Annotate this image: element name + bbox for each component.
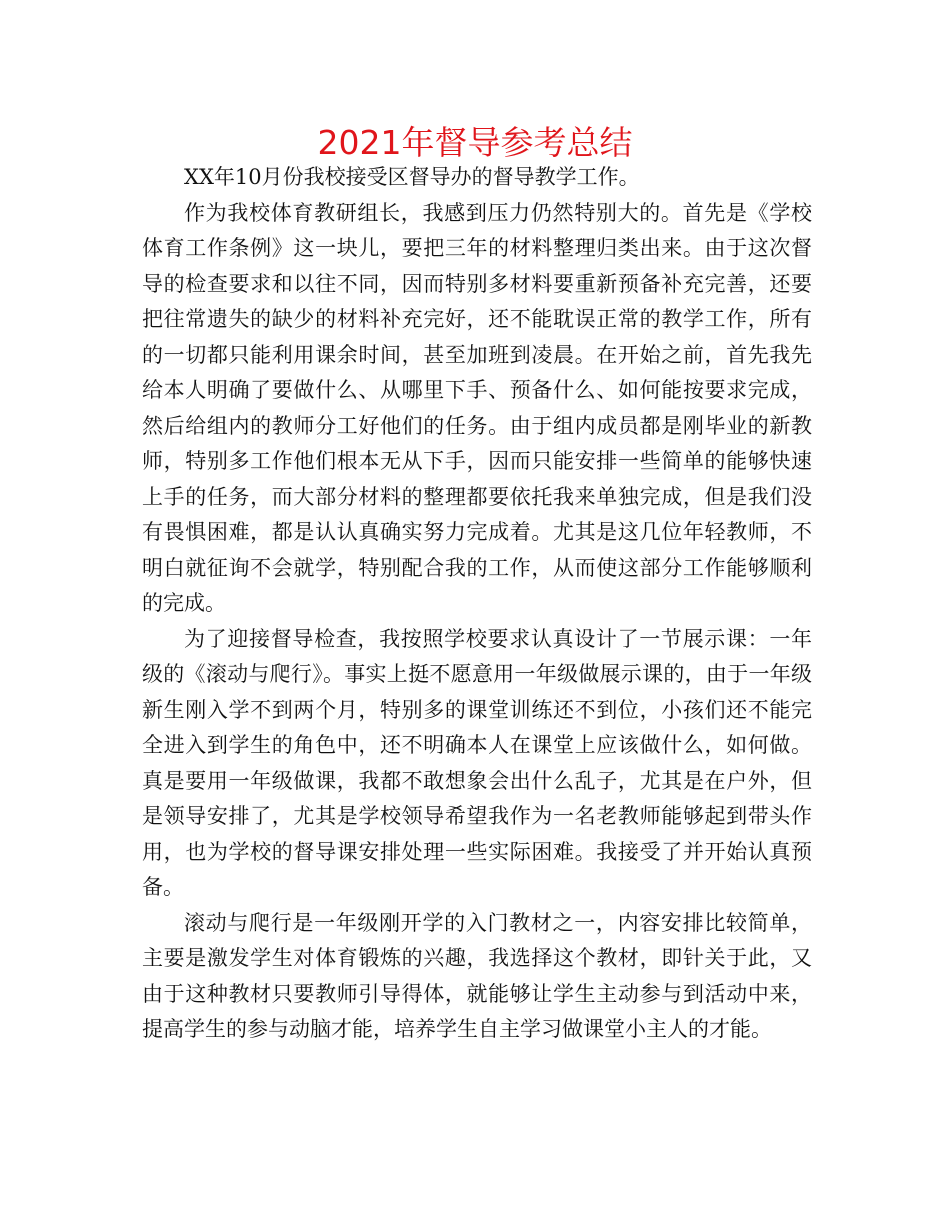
document-title: 2021年督导参考总结 bbox=[317, 123, 633, 162]
document-body bbox=[142, 160, 812, 1048]
paragraph-3: 为了迎接督导检查，我按照学校要求认真设计了一节展示课：一年级的《滚动与爬行》。事实上挺不愿意用一年级做展示课的，由于一年级新生刚入学不到两个月，特别多的课堂训练还不到位，小孩们还不能完全进入到学生的角色中，还不明确本人在课堂上应该做什么，如何做。真是要用一年级做课，我都不敢想象会出什么乱子，尤其是在户外，但是领导安排了，尤其是学校领导希望我作为一名老教师能够起到带头作用，也为学校的督导课安排处理一些实际困难。我接受了并开始认真预备。 bbox=[142, 626, 812, 899]
paragraph-2: 作为我校体育教研组长，我感到压力仍然特别大的。首先是《学校体育工作条例》这一块儿，要把三年的材料整理归类出来。由于这次督导的检查要求和以往不同，因而特别多材料要重新预备补充完善，还要把往常遗失的缺少的材料补充完好，还不能耽误正常的教学工作，所有的一切都只能利用课余时间，甚至加班到凌晨。在开始之前，首先我先给本人明确了要做什么、从哪里下手、预备什么、如何能按要求完成，然后给组内的教师分工好他们的任务。由于组内成员都是刚毕业的新教师，特别多工作他们根本无从下手，因而只能安排一些简单的能够快速上手的任务，而大部分材料的整理都要依托我来单独完成，但是我们没有畏惧困难，都是认认真确实努力完成着。尤其是这几位年轻教师，不明白就征询不会就学，特别配合我的工作，从而使这部分工作能够顺利的完成。 bbox=[142, 200, 812, 615]
paragraph-4: 滚动与爬行是一年级刚开学的入门教材之一，内容安排比较简单，主要是激发学生对体育锻炼的兴趣，我选择这个教材，即针关于此，又由于这种教材只要教师引导得体，就能够让学生主动参与到活动中来，提高学生的参与动脑才能，培养学生自主学习做课堂小主人的才能。 bbox=[142, 910, 812, 1041]
paragraph-1: XX年10月份我校接受区督导办的督导教学工作。 bbox=[184, 165, 640, 189]
